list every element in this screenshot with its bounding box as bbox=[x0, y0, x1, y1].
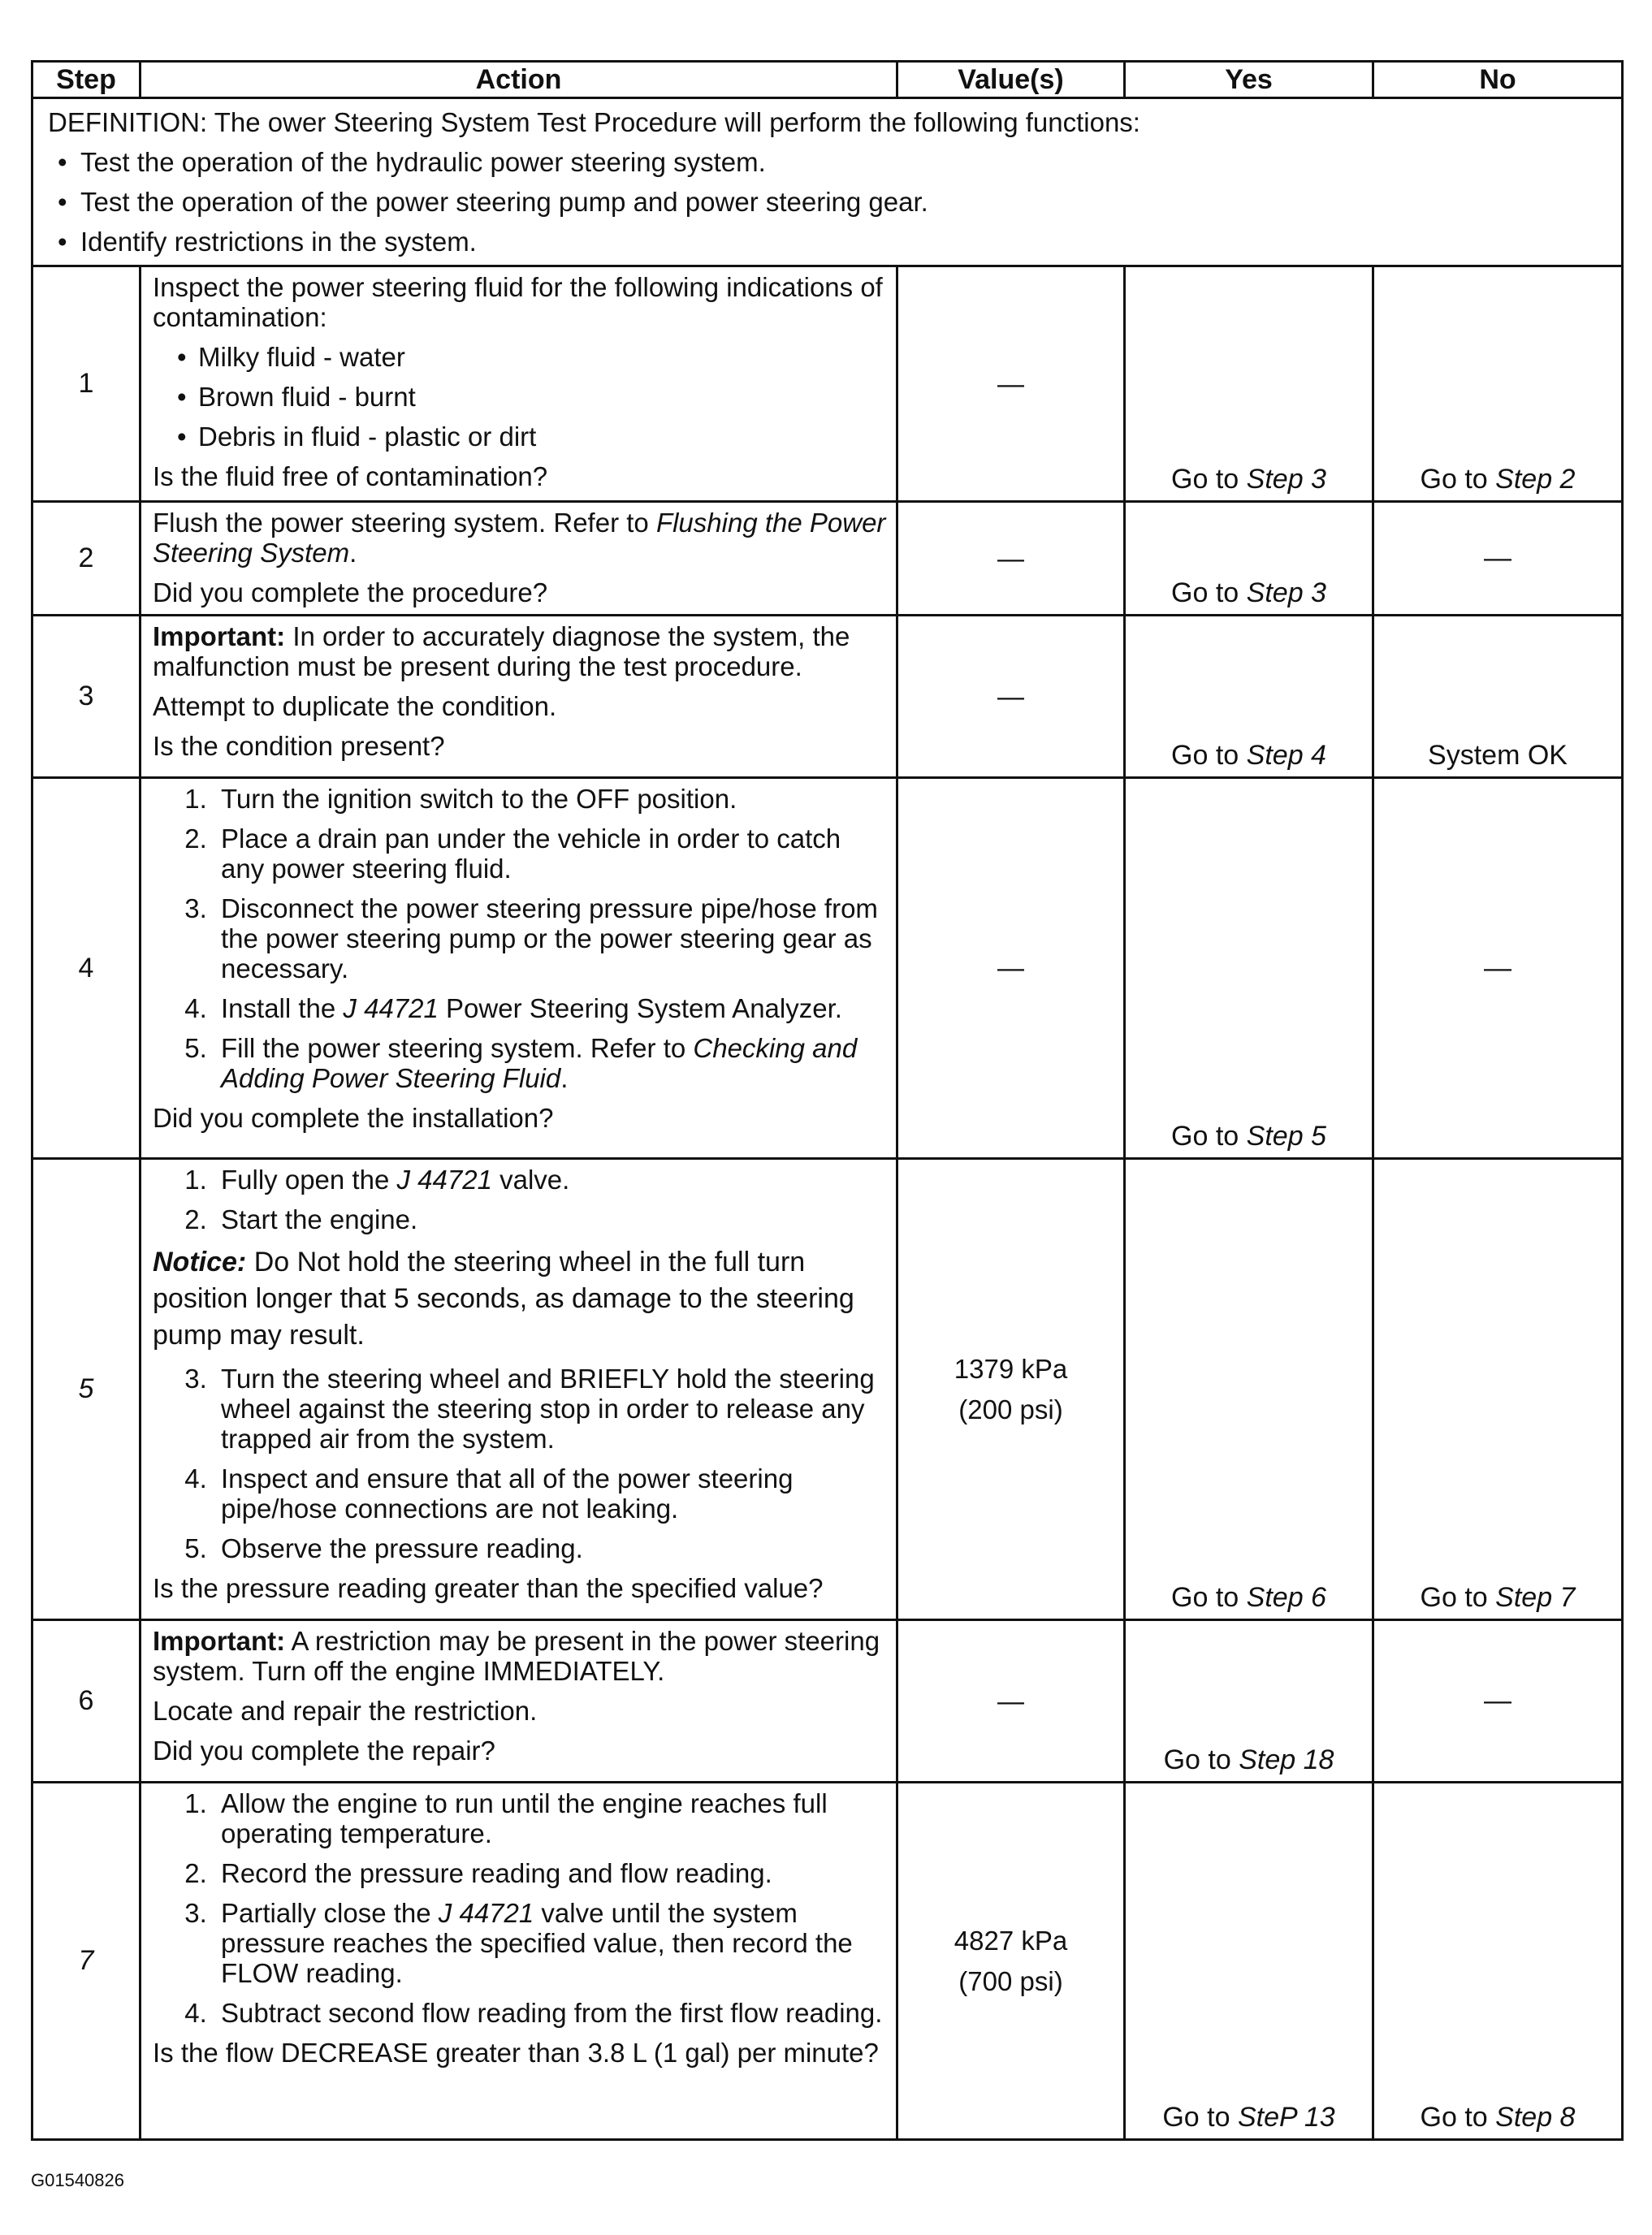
step-yes bbox=[1125, 778, 1373, 1159]
value-pressure-psi: (700 psi) bbox=[958, 1965, 1063, 1996]
diagnostic-table bbox=[31, 60, 1624, 2141]
step-number: 2 bbox=[32, 502, 141, 616]
important-note bbox=[153, 621, 888, 681]
notice-note bbox=[153, 1244, 888, 1354]
step-row bbox=[32, 502, 1623, 616]
step-question: Did you complete the repair? bbox=[153, 1736, 495, 1766]
step-no: — bbox=[1373, 1620, 1623, 1783]
step-yes bbox=[1125, 616, 1373, 778]
step-question: Is the pressure reading greater than the specified value? bbox=[153, 1573, 824, 1603]
step-text: Attempt to duplicate the condition. bbox=[153, 691, 557, 721]
list-item: 3. Disconnect the power steering pressure pipe/hose from the power steering pump or the power steering gear as necessary. bbox=[214, 893, 888, 983]
step-numbered-list bbox=[153, 1364, 888, 1563]
step-action bbox=[141, 502, 897, 616]
step-action bbox=[141, 1620, 897, 1783]
procedure-reference: Flushing the Power Steering System bbox=[153, 508, 886, 568]
step-yes bbox=[1125, 1159, 1373, 1620]
step-number: 7 bbox=[32, 1783, 141, 2140]
list-item: 2. Start the engine. bbox=[214, 1204, 888, 1234]
step-action bbox=[141, 778, 897, 1159]
step-text-part: Flush the power steering system. Refer to bbox=[153, 508, 649, 538]
step-row bbox=[32, 1159, 1623, 1620]
step-yes bbox=[1125, 1783, 1373, 2140]
step-no: — bbox=[1373, 778, 1623, 1159]
value-pressure-psi: (200 psi) bbox=[958, 1394, 1063, 1424]
go-to-label: Go to bbox=[1171, 740, 1239, 771]
step-yes bbox=[1125, 502, 1373, 616]
step-reference: Step 3 bbox=[1246, 577, 1326, 608]
list-item: 4. Inspect and ensure that all of the power steering pipe/hose connections are not leaking. bbox=[214, 1463, 888, 1524]
definition-cell bbox=[32, 98, 1623, 266]
step-number: 5 bbox=[32, 1159, 141, 1620]
list-item: 4. Subtract second flow reading from the first flow reading. bbox=[214, 1998, 888, 2028]
go-to-label: Go to bbox=[1163, 1744, 1231, 1775]
step-text: Locate and repair the restriction. bbox=[153, 1696, 538, 1726]
step-row bbox=[32, 616, 1623, 778]
important-label: Important: bbox=[153, 621, 286, 651]
step-row bbox=[32, 778, 1623, 1159]
important-text: A restriction may be present in the power steering system. Turn off the engine IMMEDIATELY. bbox=[153, 1626, 880, 1686]
header-yes: Yes bbox=[1125, 62, 1373, 98]
step-reference: Step 3 bbox=[1246, 464, 1326, 495]
procedure-reference: Checking and Adding Power Steering Fluid bbox=[221, 1033, 858, 1093]
step-no bbox=[1373, 1159, 1623, 1620]
list-item: 1. Turn the ignition switch to the OFF position. bbox=[214, 784, 888, 814]
list-item bbox=[214, 1898, 888, 1988]
step-reference: Step 6 bbox=[1246, 1582, 1326, 1613]
step-question: Did you complete the installation? bbox=[153, 1103, 554, 1133]
important-note bbox=[153, 1626, 888, 1686]
list-item-text: Power Steering System Analyzer. bbox=[446, 993, 842, 1023]
go-to-label: Go to bbox=[1171, 1582, 1239, 1613]
list-item: 5. Observe the pressure reading. bbox=[214, 1533, 888, 1563]
tool-reference: J 44721 bbox=[396, 1165, 492, 1195]
step-numbered-list bbox=[153, 1165, 888, 1234]
step-text bbox=[153, 508, 888, 568]
diagnostic-table-page bbox=[31, 60, 1621, 2141]
step-number: 4 bbox=[32, 778, 141, 1159]
list-item bbox=[214, 1033, 888, 1093]
figure-id: G01540826 bbox=[31, 2170, 124, 2190]
notice-text: Do Not hold the steering wheel in the full turn position longer that 5 seconds, as damage to the steering pump may result. bbox=[153, 1247, 854, 1351]
step-question: Is the condition present? bbox=[153, 731, 445, 761]
go-to-label: Go to bbox=[1171, 1121, 1239, 1152]
value-pressure-kpa: 1379 kPa bbox=[954, 1353, 1068, 1384]
list-item-text: Fully open the bbox=[221, 1165, 390, 1195]
step-yes bbox=[1125, 266, 1373, 502]
step-number: 1 bbox=[32, 266, 141, 502]
important-label: Important: bbox=[153, 1626, 286, 1656]
go-to-label: Go to bbox=[1420, 2102, 1488, 2133]
step-value: — bbox=[897, 502, 1125, 616]
step-number: 6 bbox=[32, 1620, 141, 1783]
list-item: 3. Turn the steering wheel and BRIEFLY hold the steering wheel against the steering stop in order to release any trapped air from the system. bbox=[214, 1364, 888, 1454]
step-reference: Step 5 bbox=[1246, 1121, 1326, 1152]
tool-reference: J 44721 bbox=[438, 1898, 534, 1928]
step-action bbox=[141, 1159, 897, 1620]
step-no: — bbox=[1373, 502, 1623, 616]
step-no bbox=[1373, 1783, 1623, 2140]
list-item: • Brown fluid - burnt bbox=[198, 382, 888, 412]
tool-reference: J 44721 bbox=[343, 993, 439, 1023]
step-reference: Step 8 bbox=[1495, 2102, 1576, 2133]
list-item bbox=[214, 993, 888, 1023]
header-no: No bbox=[1373, 62, 1623, 98]
step-question: Is the flow DECREASE greater than 3.8 L (1 gal) per minute? bbox=[153, 2038, 879, 2068]
step-yes bbox=[1125, 1620, 1373, 1783]
definition-bullet: • Identify restrictions in the system. bbox=[80, 222, 1605, 262]
step-question: Did you complete the procedure? bbox=[153, 577, 548, 607]
header-step: Step bbox=[32, 62, 141, 98]
list-item: • Milky fluid - water bbox=[198, 342, 888, 372]
step-action bbox=[141, 266, 897, 502]
step-numbered-list bbox=[153, 784, 888, 1093]
step-question: Is the fluid free of contamination? bbox=[153, 461, 548, 491]
list-item-text: valve. bbox=[499, 1165, 570, 1195]
step-value bbox=[897, 1159, 1125, 1620]
list-item-text: Install the bbox=[221, 993, 336, 1023]
step-number: 3 bbox=[32, 616, 141, 778]
go-to-label: Go to bbox=[1420, 464, 1488, 495]
step-value: — bbox=[897, 1620, 1125, 1783]
step-no bbox=[1373, 266, 1623, 502]
list-item: 1. Allow the engine to run until the engine reaches full operating temperature. bbox=[214, 1788, 888, 1848]
step-row bbox=[32, 266, 1623, 502]
step-value: — bbox=[897, 266, 1125, 502]
list-item-text: valve until the system pressure reaches the specified value, then record the FLOW reading. bbox=[221, 1898, 853, 1988]
go-to-label: Go to bbox=[1420, 1582, 1488, 1613]
step-intro: Inspect the power steering fluid for the following indications of contamination: bbox=[153, 272, 883, 332]
definition-bullet: • Test the operation of the hydraulic power steering system. bbox=[80, 142, 1605, 182]
step-row bbox=[32, 1783, 1623, 2140]
step-reference: Step 4 bbox=[1246, 740, 1326, 771]
step-value: — bbox=[897, 778, 1125, 1159]
list-item: 2. Record the pressure reading and flow reading. bbox=[214, 1858, 888, 1888]
step-reference: Step 7 bbox=[1495, 1582, 1576, 1613]
header-action: Action bbox=[141, 62, 897, 98]
step-text-part: . bbox=[349, 538, 357, 568]
definition-text: DEFINITION: The ower Steering System Test Procedure will perform the following functions: bbox=[48, 107, 1140, 137]
header-values: Value(s) bbox=[897, 62, 1125, 98]
list-item-text: . bbox=[560, 1063, 569, 1093]
list-item: 2. Place a drain pan under the vehicle in order to catch any power steering fluid. bbox=[214, 824, 888, 884]
table-header-row bbox=[32, 62, 1623, 98]
step-numbered-list bbox=[153, 1788, 888, 2028]
list-item-text: Partially close the bbox=[221, 1898, 431, 1928]
step-row bbox=[32, 1620, 1623, 1783]
list-item-text: Fill the power steering system. Refer to bbox=[221, 1033, 686, 1063]
go-to-label: Go to bbox=[1171, 464, 1239, 495]
definition-bullet: • Test the operation of the power steering pump and power steering gear. bbox=[80, 182, 1605, 222]
go-to-label: Go to bbox=[1171, 577, 1239, 608]
step-value bbox=[897, 1783, 1125, 2140]
definition-list bbox=[48, 142, 1605, 262]
important-text: In order to accurately diagnose the system, the malfunction must be present during the test procedure. bbox=[153, 621, 850, 681]
step-reference: Step 2 bbox=[1495, 464, 1576, 495]
step-reference: SteP 13 bbox=[1237, 2102, 1335, 2133]
step-value: — bbox=[897, 616, 1125, 778]
list-item: • Debris in fluid - plastic or dirt bbox=[198, 421, 888, 452]
step-reference: Step 18 bbox=[1239, 1744, 1334, 1775]
step-action bbox=[141, 1783, 897, 2140]
step-bullet-list bbox=[153, 342, 888, 452]
go-to-label: Go to bbox=[1162, 2102, 1230, 2133]
list-item bbox=[214, 1165, 888, 1195]
definition-row bbox=[32, 98, 1623, 266]
value-pressure-kpa: 4827 kPa bbox=[954, 1925, 1068, 1956]
notice-label: Notice: bbox=[153, 1247, 247, 1277]
step-no: System OK bbox=[1373, 616, 1623, 778]
step-action bbox=[141, 616, 897, 778]
